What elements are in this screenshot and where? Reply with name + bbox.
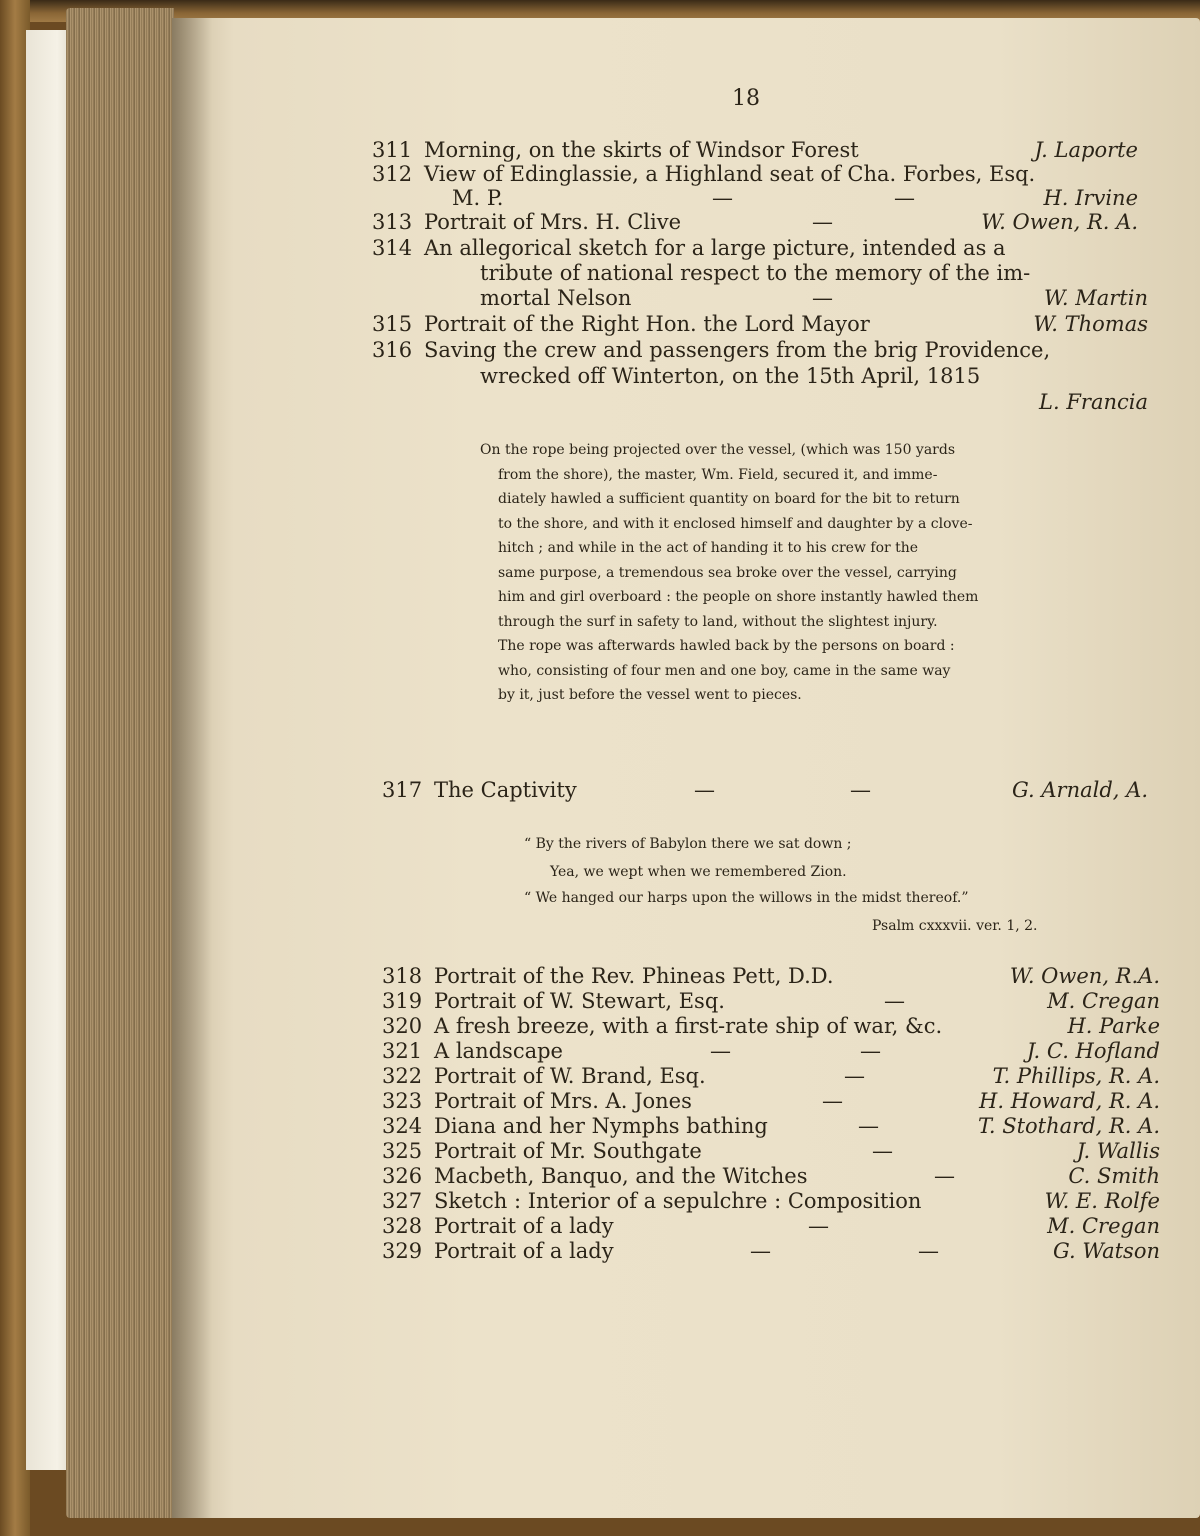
entry-title: Sketch : Interior of a sepulchre : Composition (434, 1189, 922, 1213)
note-line: hitch ; and while in the act of handing it to his crew for the (498, 540, 919, 556)
entry-320-artist: H. Parke (1067, 1014, 1160, 1038)
leader-dash: — (872, 1139, 893, 1163)
leader-dash: — (860, 1039, 881, 1063)
entry-title: Macbeth, Banquo, and the Witches (434, 1164, 808, 1188)
entry-number: 325 (382, 1139, 423, 1163)
entry-322-artist: T. Phillips, R. A. (992, 1064, 1160, 1088)
entry-number: 312 (372, 162, 413, 186)
entry-317 (382, 778, 577, 803)
entry-number: 314 (372, 236, 413, 260)
quote-citation: Psalm cxxxvii. ver. 1, 2. (872, 918, 1038, 934)
entry-title: Portrait of Mr. Southgate (434, 1139, 702, 1163)
leader-dash: — (822, 1089, 843, 1113)
entry-312 (372, 162, 1035, 187)
entry-322 (382, 1064, 706, 1089)
entry-title: Portrait of a lady (434, 1239, 614, 1263)
entry-title: Portrait of W. Brand, Esq. (434, 1064, 706, 1088)
entry-number: 327 (382, 1189, 423, 1213)
quote-line: Yea, we wept when we remembered Zion. (550, 864, 847, 880)
entry-316-artist: L. Francia (1039, 390, 1148, 414)
leader-dash: — (844, 1064, 865, 1088)
leader-dash: — (884, 989, 905, 1013)
entry-title: Portrait of a lady (434, 1214, 614, 1238)
entry-number: 320 (382, 1014, 423, 1038)
entry-327 (382, 1189, 921, 1214)
entry-number: 323 (382, 1089, 423, 1113)
note-line: from the shore), the master, Wm. Field, secured it, and imme- (498, 466, 938, 483)
entry-number: 326 (382, 1164, 423, 1188)
entry-318-artist: W. Owen, R.A. (1009, 964, 1160, 988)
entry-311-artist: J. Laporte (1034, 138, 1138, 162)
note-line: him and girl overboard : the people on shore instantly hawled them (498, 589, 979, 605)
quote-line: “ By the rivers of Babylon there we sat down ; (524, 836, 852, 852)
entry-number: 313 (372, 210, 413, 234)
entry-311 (372, 138, 859, 163)
note-line: through the surf in safety to land, without the slightest injury. (498, 613, 938, 630)
entry-number: 322 (382, 1064, 423, 1088)
leader-dash: — (694, 778, 715, 802)
entry-320 (382, 1014, 942, 1039)
note-line: to the shore, and with it enclosed himself and daughter by a clove- (498, 515, 973, 532)
entry-314-continuation: tribute of national respect to the memory of the im- (480, 261, 1031, 285)
entry-316-continuation: wrecked off Winterton, on the 15th April, 1815 (480, 364, 981, 388)
entry-314 (372, 236, 1006, 261)
note-line: The rope was afterwards hawled back by the persons on board : (498, 638, 955, 654)
leader-dash: — (710, 1039, 731, 1063)
entry-number: 324 (382, 1114, 423, 1138)
entry-321-artist: J. C. Hofland (1026, 1039, 1160, 1063)
entry-316-note (480, 438, 1040, 708)
entry-title: A landscape (434, 1039, 563, 1063)
note-line: who, consisting of four men and one boy, came in the same way (498, 662, 951, 679)
entry-number: 329 (382, 1239, 423, 1263)
entry-313 (372, 210, 681, 235)
note-line: On the rope being projected over the vessel, (which was 150 yards (480, 442, 956, 458)
entry-number: 321 (382, 1039, 423, 1063)
entry-number: 315 (372, 312, 413, 336)
entry-title: Portrait of Mrs. A. Jones (434, 1089, 692, 1113)
page-number: 18 (732, 86, 760, 111)
note-line: same purpose, a tremendous sea broke over the vessel, carrying (498, 564, 957, 581)
entry-325 (382, 1139, 702, 1164)
entry-number: 311 (372, 138, 413, 162)
entry-title: Saving the crew and passengers from the brig Providence, (424, 338, 1051, 362)
entry-313-artist: W. Owen, R. A. (981, 210, 1138, 234)
entry-title: Portrait of Mrs. H. Clive (424, 210, 682, 234)
entry-number: 318 (382, 964, 423, 988)
leader-dash: — (934, 1164, 955, 1188)
leader-dash: — (750, 1239, 771, 1263)
entry-329 (382, 1239, 614, 1264)
quote-line: “ We hanged our harps upon the willows in the midst thereof.” (524, 890, 969, 906)
entry-title: Portrait of the Right Hon. the Lord Mayor (424, 312, 870, 336)
entry-314-artist: W. Martin (1043, 286, 1148, 310)
entry-328 (382, 1214, 614, 1239)
leader-dash: — (918, 1239, 939, 1263)
entry-title: View of Edinglassie, a Highland seat of Cha. Forbes, Esq. (424, 162, 1036, 186)
entry-number: 316 (372, 338, 413, 362)
entry-319 (382, 989, 725, 1014)
entry-312-artist: H. Irvine (1043, 186, 1138, 210)
entry-317-artist: G. Arnald, A. (1012, 778, 1148, 802)
entry-328-artist: M. Cregan (1047, 1214, 1160, 1238)
entry-314-continuation: mortal Nelson (480, 286, 632, 310)
leader-dash: — (808, 1214, 829, 1238)
entry-324 (382, 1114, 768, 1139)
entry-title: Portrait of the Rev. Phineas Pett, D.D. (434, 964, 834, 988)
entry-327-artist: W. E. Rolfe (1044, 1189, 1160, 1213)
entry-323-artist: H. Howard, R. A. (979, 1089, 1160, 1113)
entry-312-continuation: M. P. (452, 186, 504, 210)
entry-326-artist: C. Smith (1068, 1164, 1160, 1188)
leader-dash: — (712, 186, 733, 210)
entry-326 (382, 1164, 808, 1189)
note-line: diately hawled a sufficient quantity on board for the bit to return (498, 491, 960, 507)
entry-title: Portrait of W. Stewart, Esq. (434, 989, 725, 1013)
entry-329-artist: G. Watson (1052, 1239, 1160, 1263)
leader-dash: — (812, 210, 833, 234)
gutter-shadow (172, 18, 212, 1518)
entry-315 (372, 312, 870, 337)
entry-title: An allegorical sketch for a large picture, intended as a (424, 236, 1006, 260)
leader-dash: — (858, 1114, 879, 1138)
entry-title: The Captivity (434, 778, 577, 802)
page-edges (66, 8, 174, 1518)
note-line: by it, just before the vessel went to pieces. (498, 687, 802, 703)
leader-dash: — (812, 286, 833, 310)
entry-321 (382, 1039, 563, 1064)
entry-number: 319 (382, 989, 423, 1013)
entry-323 (382, 1089, 692, 1114)
entry-316 (372, 338, 1050, 363)
entry-319-artist: M. Cregan (1047, 989, 1160, 1013)
entry-324-artist: T. Stothard, R. A. (977, 1114, 1160, 1138)
entry-title: Morning, on the skirts of Windsor Forest (424, 138, 859, 162)
leader-dash: — (894, 186, 915, 210)
leader-dash: — (850, 778, 871, 802)
entry-325-artist: J. Wallis (1076, 1139, 1160, 1163)
entry-title: Diana and her Nymphs bathing (434, 1114, 768, 1138)
entry-number: 328 (382, 1214, 423, 1238)
entry-318 (382, 964, 834, 989)
entry-number: 317 (382, 778, 423, 802)
catalogue-page (172, 18, 1200, 1518)
entry-title: A fresh breeze, with a first-rate ship of war, &c. (434, 1014, 943, 1038)
entry-315-artist: W. Thomas (1033, 312, 1148, 336)
